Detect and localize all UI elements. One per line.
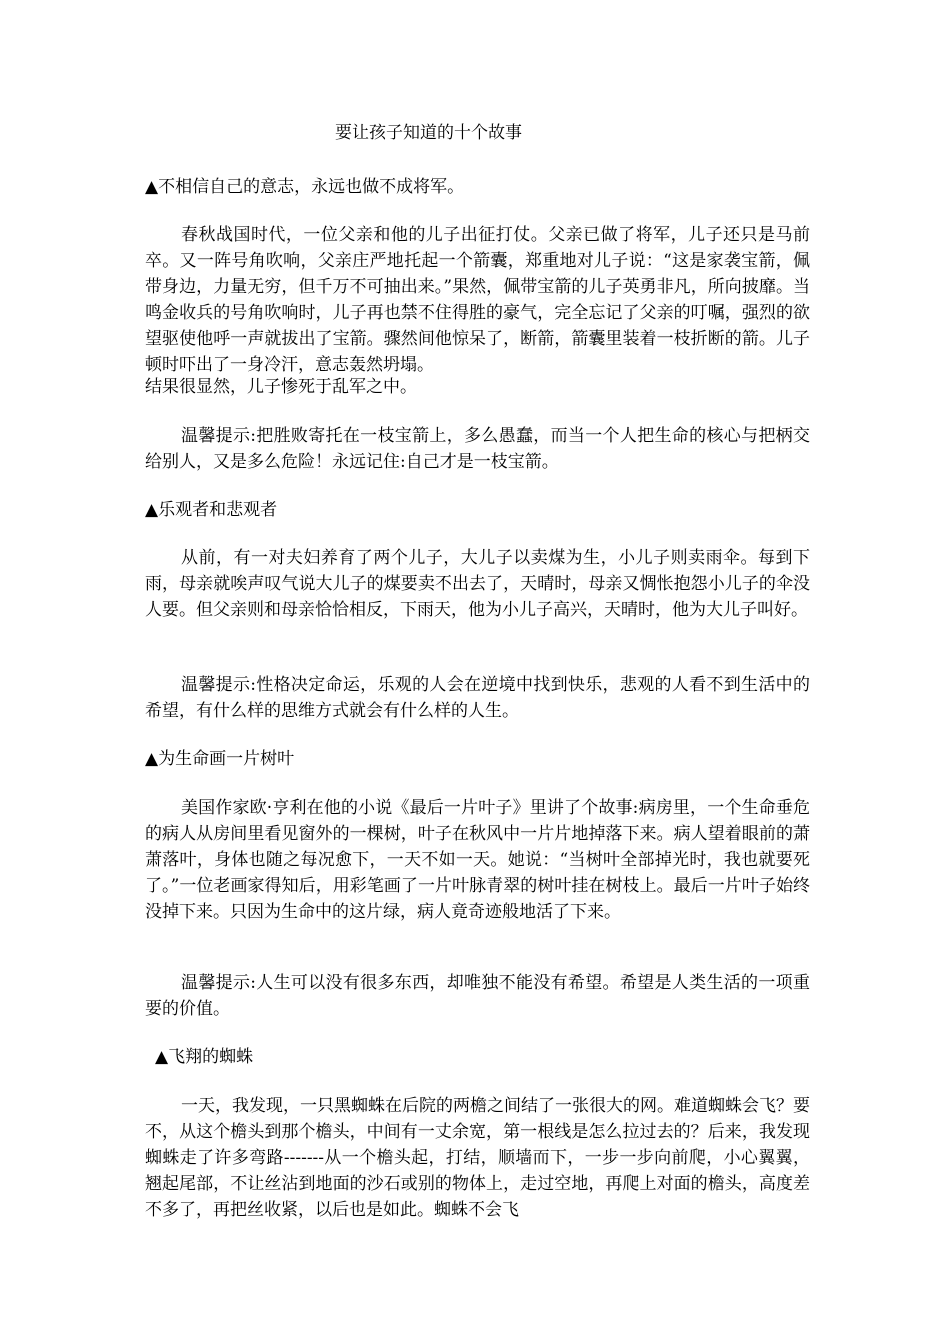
tip-paragraph: 温馨提示:性格决定命运，乐观的人会在逆境中找到快乐，悲观的人看不到生活中的希望，有什么样的思维方式就会有什么样的人生。 [145, 675, 810, 721]
story-paragraph: 从前，有一对夫妇养育了两个儿子，大儿子以卖煤为生，小儿子则卖雨伞。每到下雨，母亲就唉声叹气说大儿子的煤要卖不出去了，天晴时，母亲又惆怅抱怨小儿子的伞没人要。但父亲则和母亲恰恰相反，下雨天，他为小儿子高兴，天晴时，他为大儿子叫好。 [145, 548, 810, 620]
tip-paragraph: 温馨提示:把胜败寄托在一枝宝箭上，多么愚蠢，而当一个人把生命的核心与把柄交给别人，又是多么危险！永远记住:自己才是一枝宝箭。 [145, 426, 810, 472]
tip-paragraph: 温馨提示:人生可以没有很多东西，却唯独不能没有希望。希望是人类生活的一项重要的价值。 [145, 973, 810, 1019]
story-paragraph: 美国作家欧·亨利在他的小说《最后一片叶子》里讲了个故事:病房里，一个生命垂危的病人从房间里看见窗外的一棵树，叶子在秋风中一片片地掉落下来。病人望着眼前的萧萧落叶，身体也随之每况愈下，一天不如一天。她说：“当树叶全部掉光时，我也就要死了。”一位老画家得知后，用彩笔画了一片叶脉青翠的树叶挂在树枝上。最后一片叶子始终没掉下来。只因为生命中的这片绿，病人竟奇迹般地活了下来。 [145, 798, 810, 922]
story-paragraph-tail: 结果很显然，儿子惨死于乱军之中。 [145, 377, 417, 397]
section-heading: ▲乐观者和悲观者 [145, 500, 278, 520]
section-heading: ▲飞翔的蜘蛛 [155, 1047, 254, 1067]
section-heading: ▲不相信自己的意志，永远也做不成将军。 [145, 177, 465, 197]
story-paragraph: 春秋战国时代，一位父亲和他的儿子出征打仗。父亲已做了将军，儿子还只是马前卒。又一阵号角吹响，父亲庄严地托起一个箭囊，郑重地对儿子说：“这是家袭宝箭，佩带身边，力量无穷，但千万不可抽出来。”果然，佩带宝箭的儿子英勇非凡，所向披靡。当鸣金收兵的号角吹响时，儿子再也禁不住得胜的豪气，完全忘记了父亲的叮嘱，强烈的欲望驱使他呼一声就拔出了宝箭。骤然间他惊呆了，断箭，箭囊里装着一枝折断的箭。儿子顿时吓出了一身冷汗，意志轰然坍塌。 [145, 225, 810, 375]
document-title: 要让孩子知道的十个故事 [335, 123, 522, 143]
section-heading: ▲为生命画一片树叶 [145, 749, 295, 769]
story-paragraph: 一天，我发现，一只黑蜘蛛在后院的两檐之间结了一张很大的网。难道蜘蛛会飞？要不，从这个檐头到那个檐头，中间有一丈余宽，第一根线是怎么拉过去的？后来，我发现蜘蛛走了许多弯路-------从一个檐头起，打结，顺墙而下，一步一步向前爬，小心翼翼，翘起尾部，不让丝沾到地面的沙石或别的物体上，走过空地，再爬上对面的檐头，高度差不多了，再把丝收紧，以后也是如此。蜘蛛不会飞 [145, 1096, 810, 1220]
